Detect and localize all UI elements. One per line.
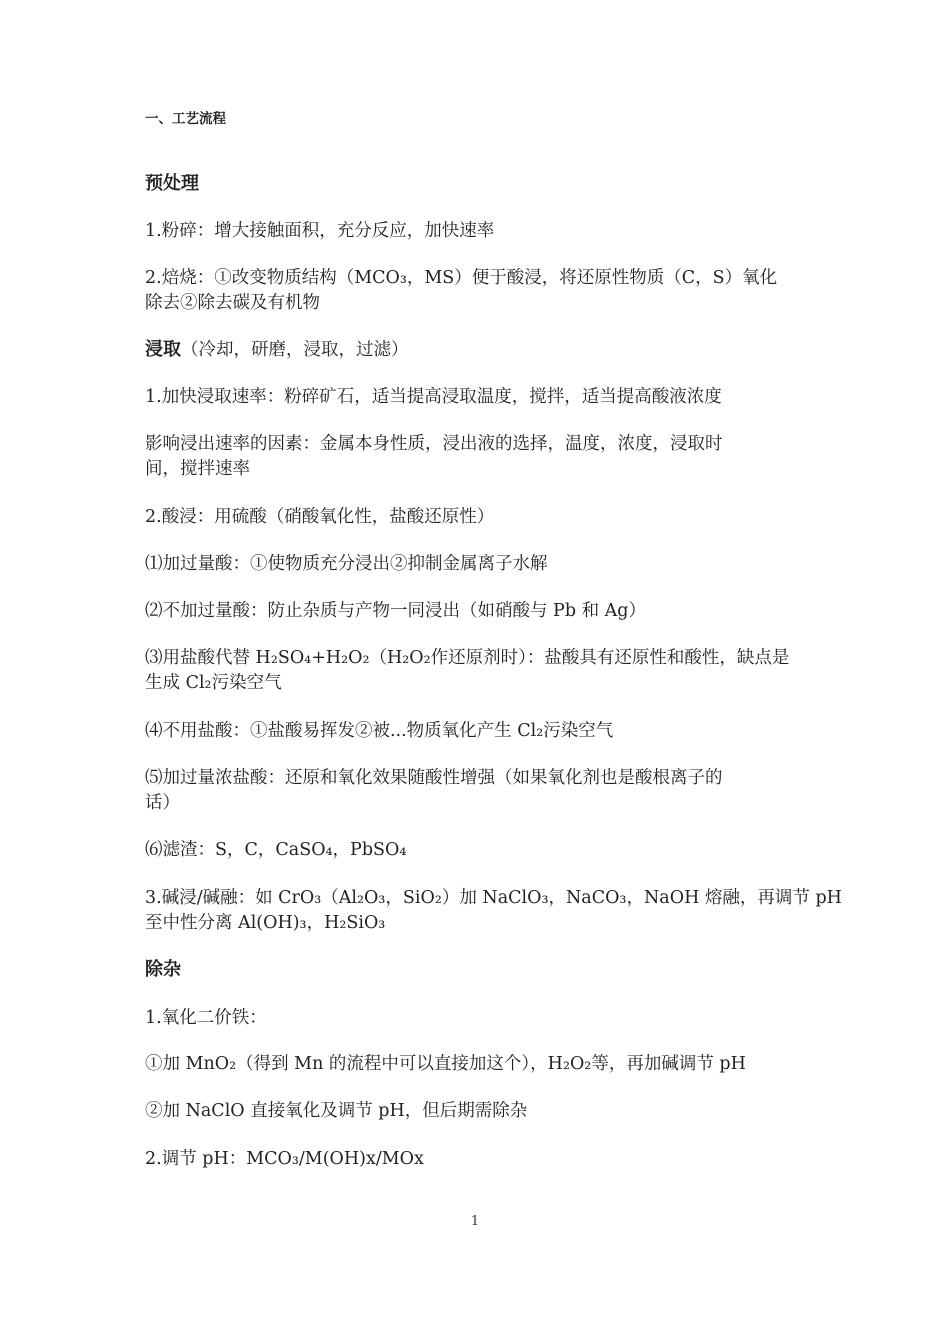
pretreatment-item-2-line-2: 除去②除去碳及有机物 <box>145 293 320 313</box>
pretreatment-item-1: 1.粉碎：增大接触面积，充分反应，加快速率 <box>145 221 495 241</box>
acid-item-6: ⑹滤渣：S，C，CaSO₄，PbSO₄ <box>145 840 407 860</box>
acid-item-3-line-1: ⑶用盐酸代替 H₂SO₄+H₂O₂（H₂O₂作还原剂时）：盐酸具有还原性和酸性，缺点是 <box>145 648 790 668</box>
acid-item-4: ⑷不用盐酸：①盐酸易挥发②被...物质氧化产生 Cl₂污染空气 <box>145 721 614 741</box>
leaching-heading: 浸取 <box>145 339 181 360</box>
page-number: 1 <box>470 1214 480 1229</box>
acid-item-5-line-2: 话） <box>145 793 180 813</box>
impurity-item-2: 2.调节 pH：MCO₃/M(OH)x/MOx <box>145 1149 424 1169</box>
acid-item-5-line-1: ⑸加过量浓盐酸：还原和氧化效果随酸性增强（如果氧化剂也是酸根离子的 <box>145 768 723 788</box>
acid-leaching: 2.酸浸：用硫酸（硝酸氧化性，盐酸还原性） <box>145 507 495 527</box>
impurity-item-1a: ①加 MnO₂（得到 Mn 的流程中可以直接加这个），H₂O₂等，再加碱调节 pH <box>145 1054 746 1074</box>
leaching-factors-line-2: 间，搅拌速率 <box>145 459 250 479</box>
leaching-heading-note: （冷却，研磨，浸取，过滤） <box>181 340 409 360</box>
leaching-rate: 1.加快浸取速率：粉碎矿石，适当提高浸取温度，搅拌，适当提高酸液浓度 <box>145 387 722 407</box>
acid-item-1: ⑴加过量酸：①使物质充分浸出②抑制金属离子水解 <box>145 554 548 574</box>
leaching-factors-line-1: 影响浸出速率的因素：金属本身性质，浸出液的选择，温度，浓度，浸取时 <box>145 434 723 454</box>
leaching-heading-line <box>145 338 805 362</box>
alkali-line-2: 至中性分离 Al(OH)₃，H₂SiO₃ <box>145 913 386 933</box>
impurity-heading: 除杂 <box>145 959 181 980</box>
impurity-item-1b: ②加 NaClO 直接氧化及调节 pH，但后期需除杂 <box>145 1101 528 1121</box>
acid-item-3-line-2: 生成 Cl₂污染空气 <box>145 673 282 693</box>
acid-item-2: ⑵不加过量酸：防止杂质与产物一同浸出（如硝酸与 Pb 和 Ag） <box>145 601 647 621</box>
section-title: 一、工艺流程 <box>145 111 226 127</box>
pretreatment-heading: 预处理 <box>145 173 199 194</box>
alkali-line-1: 3.碱浸/碱融：如 CrO₃（Al₂O₃，SiO₂）加 NaClO₃，NaCO₃，NaOH 熔融，再调节 pH <box>145 888 842 908</box>
impurity-item-1: 1.氧化二价铁： <box>145 1008 267 1028</box>
pretreatment-item-2-line-1: 2.焙烧：①改变物质结构（MCO₃，MS）便于酸浸，将还原性物质（C，S）氧化 <box>145 268 778 288</box>
